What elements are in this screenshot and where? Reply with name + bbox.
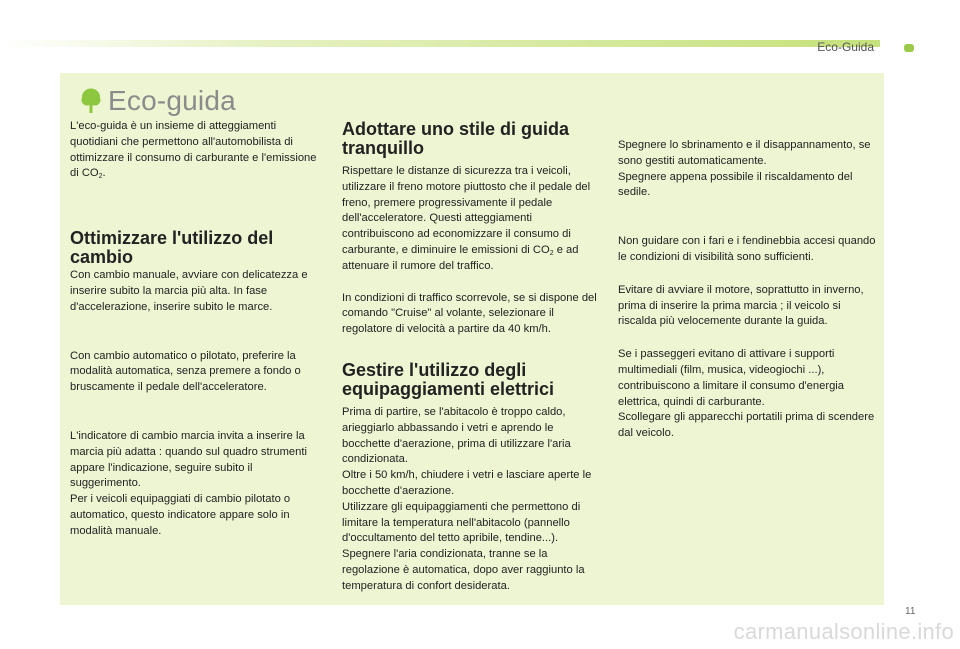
intro-paragraph: L'eco-guida è un insieme di atteggiamenti quotidiani che permettono all'automobilista di ottimizzare il consumo di carburante e l'emissione di $CO_2$. bbox=[70, 120, 317, 181]
paragraph-defrost: Spegnere lo sbrinamento e il disappannamento, se sono gestiti automaticamente. bbox=[618, 139, 871, 167]
paragraph-windows-50kmh: Oltre i 50 km/h, chiudere i vetri e lasciare aperte le bocchette d'aerazione. bbox=[342, 469, 592, 497]
paragraph-multimedia: Se i passeggeri evitano di attivare i supporti multimediali (film, musica, videogiochi ...), contribuiscono a limitare il consumo d'energia elettrica, quindi di carburante. bbox=[618, 348, 845, 408]
paragraph-indicator-note: Per i veicoli equipaggiati di cambio pilotato o automatico, questo indicatore appare solo in modalità manuale. bbox=[70, 493, 291, 537]
page-number: 11 bbox=[905, 606, 916, 617]
paragraph-cabin-ventilation: Prima di partire, se l'abitacolo è troppo caldo, arieggiarlo abbassando i vetri e aprendo le bocchette d'aerazione, prima di utilizzare l'aria condizionata. bbox=[342, 405, 571, 466]
section-header: Eco-Guida bbox=[817, 40, 874, 54]
heading-gearbox: Ottimizzare l'utilizzo del cambio bbox=[70, 228, 274, 268]
paragraph-cruise-control: In condizioni di traffico scorrevole, se si dispone del comando "Cruise" al volante, selezionare il regolatore di velocità a partire da 40 km/h. bbox=[342, 291, 597, 336]
title-block bbox=[80, 84, 236, 118]
paragraph-engine-start: Evitare di avviare il motore, soprattutto in inverno, prima di inserire la prima marcia ; il veicolo si riscalda più velocemente durante la guida. bbox=[618, 283, 864, 328]
heading-electrical-equipment: Gestire l'utilizzo degli equipaggiamenti elettrici bbox=[342, 359, 555, 399]
page-title: Eco-guida bbox=[108, 85, 236, 116]
header-rule bbox=[0, 40, 880, 47]
paragraph-portable-devices: Scollegare gli apparecchi portatili prima di scendere dal veicolo. bbox=[618, 411, 875, 440]
paragraph-safety-distance: Rispettare le distanze di sicurezza tra i veicoli, utilizzare il freno motore piuttosto che il pedale del freno, premere progressivamente il pedale dell'acceleratore. Questi atteggiamenti contribuiscono ad economizzare il consumo di carburante, e diminuire le emissioni di $CO_2$ e ad attenuare il rumore del traffico. bbox=[342, 165, 591, 272]
paragraph-gear-indicator: L'indicatore di cambio marcia invita a inserire la marcia più adatta : quando sul quadro strumenti appare l'indicazione, seguire subito il suggerimento. bbox=[70, 429, 307, 490]
heading-driving-style: Adottare uno stile di guida tranquillo bbox=[342, 119, 570, 158]
paragraph-limit-temperature: Utilizzare gli equipaggiamenti che permettono di limitare la temperatura nell'abitacolo (pannello d'occultamento del tetto apribile, tendine...). bbox=[342, 500, 581, 545]
paragraph-lights: Non guidare con i fari e i fendinebbia accesi quando le condizioni di visibilità sono sufficienti. bbox=[618, 235, 876, 263]
paragraph-air-conditioning: Spegnere l'aria condizionata, tranne se la regolazione è automatica, dopo aver raggiunto la temperatura di confort desiderata. bbox=[342, 548, 585, 592]
watermark: carmanualsonline.info bbox=[733, 619, 954, 644]
paragraph-seat-heating: Spegnere appena possibile il riscaldamento del sedile. bbox=[618, 170, 853, 199]
column-middle bbox=[342, 120, 604, 595]
tree-icon bbox=[80, 88, 102, 114]
paragraph-manual-gearbox: Con cambio manuale, avviare con delicatezza e inserire subito la marcia più alta. In fase d'accelerazione, inserire subito le marce. bbox=[70, 269, 308, 313]
column-right bbox=[618, 138, 880, 442]
paragraph-automatic-gearbox: Con cambio automatico o pilotato, preferire la modalità automatica, senza premere a fondo o bruscamente il pedale dell'acceleratore. bbox=[70, 349, 301, 394]
column-left bbox=[70, 119, 322, 540]
header-marker bbox=[904, 44, 914, 52]
